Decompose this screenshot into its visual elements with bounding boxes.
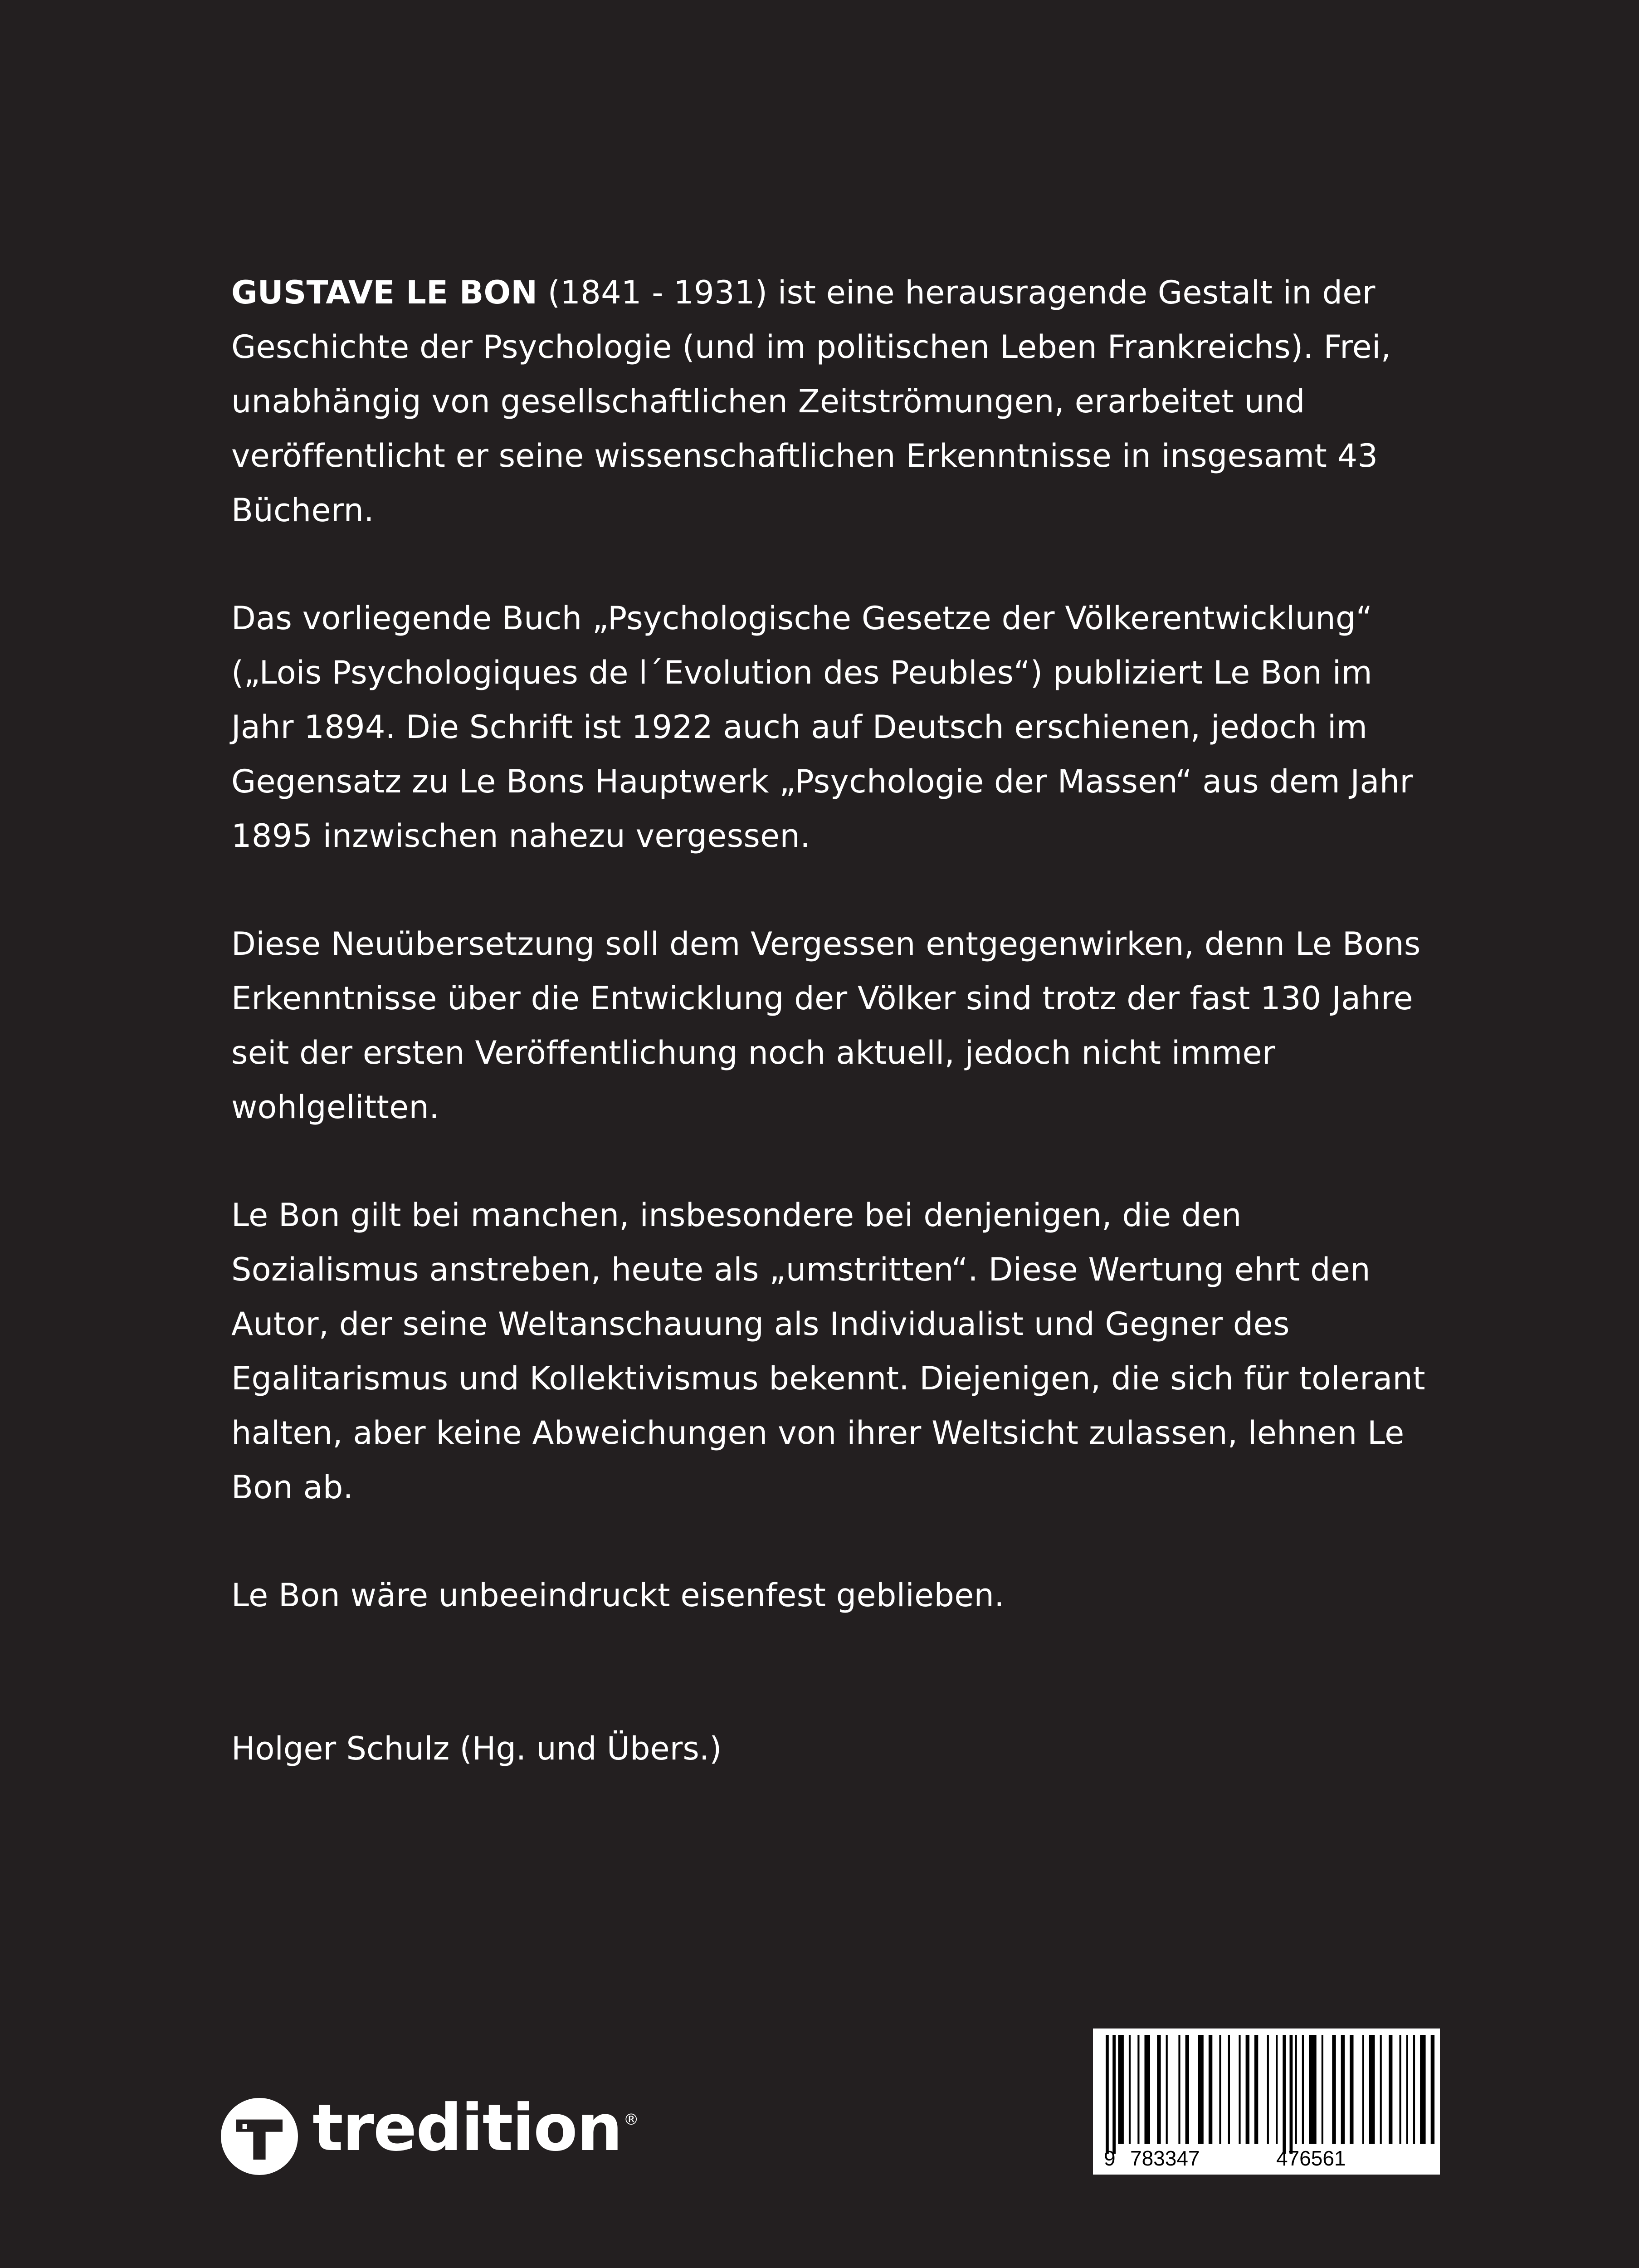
barcode-bar [1267,2035,1269,2144]
barcode-bar [1118,2035,1124,2144]
barcode-bar [1283,2035,1286,2154]
barcode-bar [1185,2035,1189,2144]
barcode-bar [1362,2035,1364,2144]
barcode-bar [1166,2035,1168,2144]
barcode-bar [1106,2035,1109,2154]
blurb-paragraph-1-text: (1841 - 1931) ist eine herausragende Gestalt in der Geschichte der Psychologie (und im politischen Leben Frankreichs). Frei, unabhängig von gesellschaftlichen Zeitströmungen, erarbeitet und veröffentlicht er seine wissenschaftlichen Erkenntnisse in insgesamt 43 Büchern. [231,274,1391,529]
barcode-bar [1254,2035,1258,2144]
barcode-bar [1350,2035,1353,2144]
barcode-bar [1219,2035,1221,2144]
barcode-bar [1380,2035,1382,2144]
barcode-bar [1209,2035,1212,2144]
registered-mark: ® [623,2110,638,2129]
barcode-bar [1276,2035,1278,2144]
barcode-digits-right: 476561 [1276,2146,1346,2170]
barcode-bar [1302,2035,1304,2144]
barcode-bar [1198,2035,1204,2144]
barcode-bar [1332,2035,1336,2144]
barcode-bar [1112,2035,1116,2154]
barcode-bar [1406,2035,1408,2144]
barcode-bar [1228,2035,1230,2144]
editor-signature: Holger Schulz (Hg. und Übers.) [231,1730,722,1767]
barcode-digits-left: 783347 [1130,2146,1200,2170]
blurb-paragraph-4: Le Bon gilt bei manchen, insbesondere bei denjenigen, die den Sozialismus anstreben, heute als „umstritten“. Diese Wertung ehrt den Autor, der seine Weltanschauung als Individualist und Gegner des Egalitarismus und Kollektivismus bekennt. Diejenigen, die sich für tolerant halten, aber keine Abweichungen von ihrer Weltsicht zulassen, lehnen Le Bon ab. [231,1197,1425,1506]
barcode-bar [1420,2035,1426,2144]
barcode-bar [1369,2035,1375,2144]
publisher-name-text: tredition [312,2090,622,2165]
barcode-bar [1246,2035,1249,2144]
barcode-bar [1322,2035,1323,2144]
barcode-bar [1239,2035,1240,2144]
barcode-bar [1341,2035,1345,2144]
barcode-digit-lead: 9 [1104,2146,1116,2170]
barcode-bar [1413,2035,1415,2144]
barcode-bars [1106,2035,1440,2154]
barcode-bar [1145,2035,1151,2144]
barcode-bar [1400,2035,1401,2144]
tredition-t-icon [221,2098,298,2175]
barcode-bar [1389,2035,1392,2144]
barcode-bar [1157,2035,1161,2144]
isbn-barcode [1093,2028,1440,2175]
barcode-graphic [1093,2028,1440,2175]
blurb-text [231,265,1438,1676]
barcode-bar [1178,2035,1180,2144]
barcode-bar [1309,2035,1317,2144]
blurb-paragraph-1 [231,265,1438,538]
blurb-paragraph-5: Le Bon wäre unbeeindruckt eisenfest geblieben. [231,1577,1005,1614]
blurb-paragraph-3: Diese Neuübersetzung soll dem Vergessen entgegenwirken, denn Le Bons Erkenntnisse über die Entwicklung der Völker sind trotz der fast 130 Jahre seit der ersten Veröffentlichung noch aktuell, jedoch nicht immer wohlgelitten. [231,925,1421,1126]
author-name: GUSTAVE LE BON [231,274,538,311]
barcode-bar [1431,2035,1434,2144]
barcode-bar [1129,2035,1131,2144]
barcode-bar [1290,2035,1293,2154]
publisher-name [312,2090,638,2184]
blurb-paragraph-2: Das vorliegende Buch „Psychologische Gesetze der Völkerentwicklung“ („Lois Psychologiques de l´Evolution des Peubles“) publiziert Le Bon im Jahr 1894. Die Schrift ist 1922 auch auf Deutsch erschienen, jedoch im Gegensatz zu Le Bons Hauptwerk „Psychologie der Massen“ aus dem Jahr 1895 inzwischen nahezu vergessen. [231,600,1413,855]
publisher-logo [221,2090,638,2175]
barcode-bar [1137,2035,1139,2144]
barcode-bar [1295,2035,1297,2144]
